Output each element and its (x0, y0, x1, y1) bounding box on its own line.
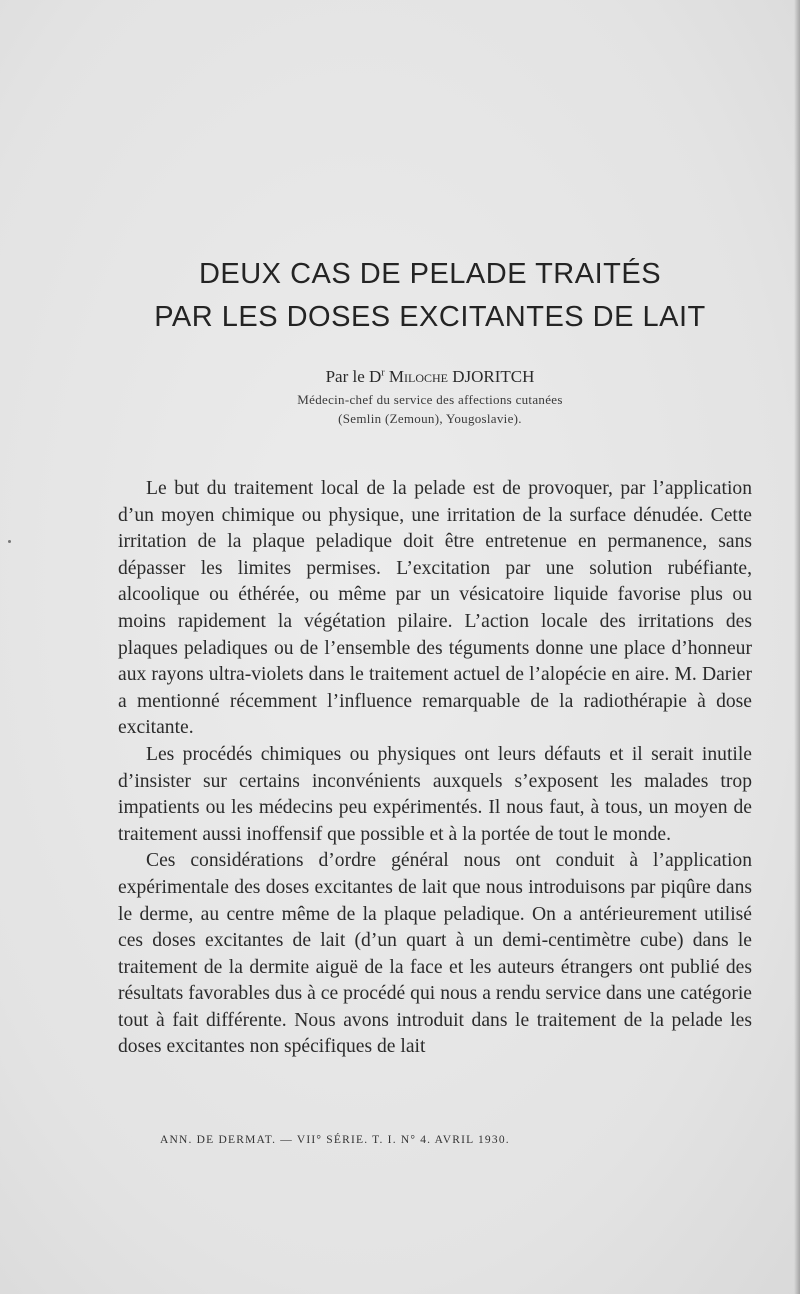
author-given-name: Miloche (388, 367, 448, 386)
author-family-name: DJORITCH (452, 367, 535, 386)
scan-speck (8, 540, 11, 543)
paragraph-2: Les procédés chimiques ou physiques ont leurs défauts et il serait inutile d’insister sur certains inconvénients auxquels s’exposent les malades trop impatients ou les médecins peu expérimentés. Il nous faut, à tous, un moyen de traitement aussi inoffensif que possible et à la portée de tout le monde. (118, 743, 752, 845)
affiliation-line2: (Semlin (Zemoun), Yougoslavie). (338, 411, 522, 426)
paragraph-1: Le but du traitement local de la pelade est de provoquer, par l’application d’un moyen chimique ou physique, une irritation de la surface dénudée. Cette irritation de la plaque peladique doit être entretenue en permanence, sans dépasser les limites permises. L’excitation par une solution rubéfiante, alcoolique ou éthérée, ou même par un vésicatoire liquide favorise plus ou moins rapidement la végétation pilaire. L’action locale des irritations des plaques peladiques ou de l’ensemble des téguments donne une place d’honneur aux rayons ultra-violets dans le traitement actuel de l’alopécie en aire. M. Darier a mentionné récemment l’influence remarquable de la radiothérapie à dose excitante. (118, 478, 752, 739)
article-title-line1: DEUX CAS DE PELADE TRAITÉS (198, 258, 662, 290)
paragraph-3: Ces considérations d’ordre général nous ont conduit à l’application expérimentale des doses excitantes de lait que nous introduisons par piqûre dans le derme, au centre même de la plaque peladique. On a antérieurement utilisé ces doses excitantes de lait (d’un quart à un demi-centimètre cube) dans le traitement de la dermite aiguë de la face et les auteurs étrangers ont publié des résultats favorables dus à ce procédé qui nous a rendu service dans une catégorie tout à fait différente. Nous avons introduit dans le traitement de la pelade les doses excitantes non spécifiques de lait (118, 850, 752, 1058)
article-title-line2: PAR LES DOSES EXCITANTES DE LAIT (154, 301, 706, 333)
article-body (118, 476, 752, 1061)
running-footer: ANN. DE DERMAT. — VII° SÉRIE. T. I. N° 4. AVRIL 1930. (160, 1134, 510, 1146)
page-edge-shadow (794, 0, 800, 1294)
byline-sup: r (381, 367, 385, 379)
byline (0, 367, 800, 387)
affiliation-line1: Médecin-chef du service des affections cutanées (297, 392, 563, 407)
byline-prefix: Par le D (325, 367, 382, 386)
